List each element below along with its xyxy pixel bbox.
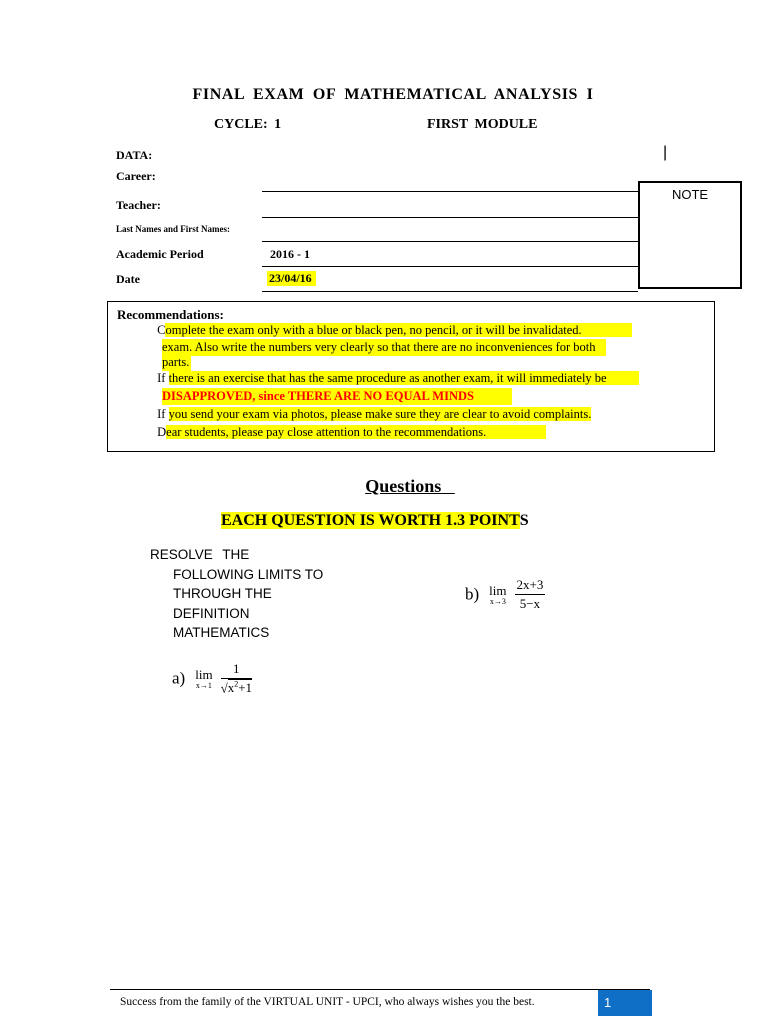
career-line (262, 191, 638, 192)
question-a-label: a) (172, 668, 186, 688)
instruction-line: THROUGH THE (173, 586, 272, 601)
recommendation-item: Dear students, please pay close attention to the recommendations. (144, 424, 546, 441)
date-value: 23/04/16 (267, 271, 316, 286)
date-line (262, 291, 638, 292)
instruction-line: FOLLOWING LIMITS TO (173, 567, 324, 582)
date-label: Date (116, 272, 140, 286)
page-number-badge (598, 990, 652, 1016)
recommendation-item: If there is an exercise that has the same procedure as another exam, it will immediately be (144, 370, 639, 387)
recommendation-continuation: exam. Also write the numbers very clearly so that there are no inconveniences for both (162, 339, 606, 356)
instruction-line: RESOLVE THE (150, 547, 250, 562)
footer-text: Success from the family of the VIRTUAL UNIT - UPCI, who always wishes you the best. (120, 996, 535, 1008)
recommendation-item: Complete the exam only with a blue or black pen, no pencil, or it will be invalidated. (144, 322, 632, 339)
teacher-line (262, 217, 638, 218)
period-line (262, 266, 638, 267)
note-label: NOTE (671, 187, 709, 202)
fraction: $\frac{2x+3}{5-x}$ (516, 577, 544, 611)
instruction-line: DEFINITION (173, 606, 250, 621)
disapproved-warning: DISAPPROVED, since THERE ARE NO EQUAL MINDS (162, 388, 512, 405)
module-label: FIRST MODULE (427, 117, 538, 132)
text-cursor-mark: | (663, 144, 668, 161)
limit-operator: lim x→1 (195, 666, 213, 690)
question-b-label: b) (465, 584, 480, 604)
questions-heading: Questions (365, 476, 442, 496)
square-root: $√x^2+1$ (220, 680, 253, 696)
question-a (172, 661, 252, 696)
career-label: Career: (116, 169, 156, 183)
exam-title: FINAL EXAM OF MATHEMATICAL ANALYSIS I (192, 86, 594, 103)
limit-operator: lim x→3 (489, 582, 507, 606)
recommendation-continuation: parts. (162, 355, 190, 369)
recommendations-box (107, 301, 715, 452)
names-label: Last Names and First Names: (116, 224, 230, 234)
footer-divider (110, 989, 650, 990)
cycle-label: CYCLE: 1 (214, 117, 282, 132)
recommendation-item: If you send your exam via photos, please make sure they are clear to avoid complaints. (157, 407, 592, 421)
data-label: DATA: (116, 148, 153, 162)
page-number: 1 (604, 995, 612, 1010)
teacher-label: Teacher: (116, 198, 161, 212)
period-label: Academic Period (116, 247, 204, 261)
radical-icon: √ (220, 680, 228, 696)
fraction: $\frac{1}{√x^2+1}$ (220, 661, 253, 696)
question-b (465, 577, 545, 612)
question-worth: EACH QUESTION IS WORTH 1.3 POINTS (221, 512, 529, 529)
recommendations-heading: Recommendations: (117, 307, 224, 322)
period-value: 2016 - 1 (270, 247, 310, 261)
names-line (262, 241, 638, 242)
instruction-line: MATHEMATICS (173, 625, 270, 640)
note-box (638, 181, 742, 289)
